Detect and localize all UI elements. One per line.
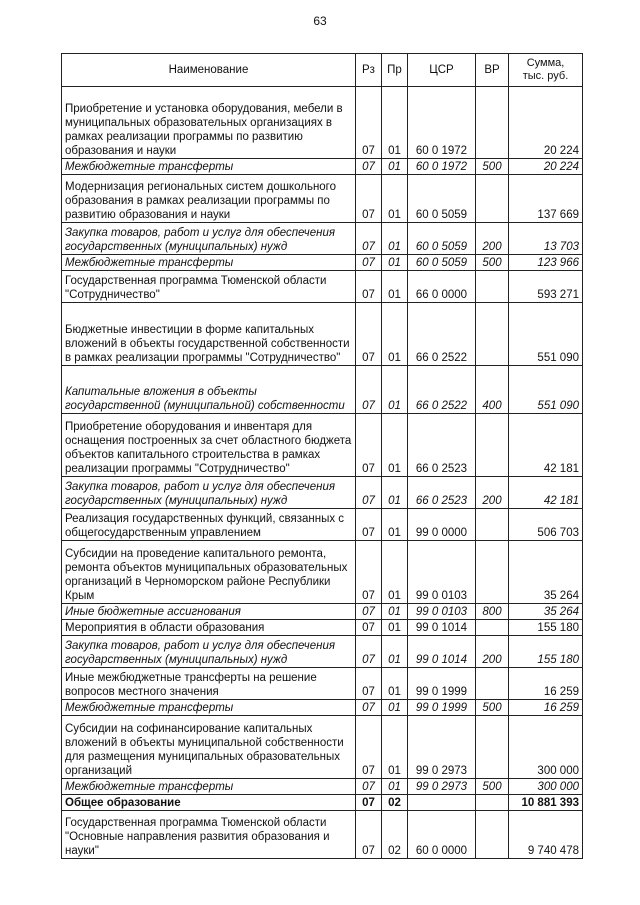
row-sum: 551 090 [509,303,583,366]
row-rz: 07 [356,477,382,509]
row-rz: 07 [356,636,382,668]
table-header-row [62,54,583,87]
row-name: Субсидии на проведение капитального ремонта, ремонта объектов муниципальных образовательных организаций в Черноморском районе Республики Крым [62,541,356,604]
row-vr [476,303,509,366]
row-pr: 01 [382,700,408,716]
row-name: Межбюджетные трансферты [62,700,356,716]
row-vr: 500 [476,255,509,271]
row-name: Бюджетные инвестиции в форме капитальных вложений в объекты государственной собственности в рамках реализации программы "Сотрудничество" [62,303,356,366]
row-rz: 07 [356,779,382,795]
row-pr: 01 [382,716,408,779]
row-name: Капитальные вложения в объекты государственной (муниципальной) собственности [62,366,356,414]
table-row [62,541,583,604]
row-csr: 99 0 0103 [408,541,476,604]
table-row [62,255,583,271]
row-sum: 16 259 [509,700,583,716]
row-vr: 800 [476,604,509,620]
row-name: Реализация государственных функций, связанных с общегосударственным управлением [62,509,356,541]
row-name: Субсидии на софинансирование капитальных вложений в объекты муниципальной собственности для размещения муниципальных образовательных организаций [62,716,356,779]
table-row [62,366,583,414]
row-vr: 500 [476,159,509,175]
row-csr [408,795,476,811]
table-row [62,811,583,859]
row-vr: 200 [476,223,509,255]
row-rz: 07 [356,700,382,716]
row-rz: 07 [356,255,382,271]
row-vr [476,509,509,541]
row-csr: 66 0 2522 [408,303,476,366]
row-vr [476,716,509,779]
row-rz: 07 [356,795,382,811]
row-sum: 300 000 [509,779,583,795]
table-row [62,604,583,620]
row-csr: 66 0 2522 [408,366,476,414]
row-sum: 137 669 [509,175,583,223]
table-row [62,620,583,636]
row-rz: 07 [356,509,382,541]
header-csr: ЦСР [408,54,476,87]
table-row [62,716,583,779]
row-vr: 500 [476,779,509,795]
row-pr: 01 [382,509,408,541]
row-csr: 60 0 5059 [408,175,476,223]
row-pr: 01 [382,223,408,255]
row-name: Межбюджетные трансферты [62,159,356,175]
row-name: Государственная программа Тюменской области "Основные направления развития образования и науки" [62,811,356,859]
budget-table [61,53,583,859]
table-row [62,271,583,303]
row-sum: 155 180 [509,636,583,668]
row-vr: 200 [476,636,509,668]
table-row [62,668,583,700]
row-csr: 66 0 2523 [408,477,476,509]
row-pr: 01 [382,159,408,175]
row-csr: 99 0 2973 [408,716,476,779]
table-row [62,87,583,159]
row-sum: 42 181 [509,414,583,477]
row-name: Межбюджетные трансферты [62,779,356,795]
row-sum: 593 271 [509,271,583,303]
row-vr [476,87,509,159]
row-vr: 400 [476,366,509,414]
row-vr [476,414,509,477]
row-sum: 506 703 [509,509,583,541]
row-rz: 07 [356,159,382,175]
row-pr: 01 [382,414,408,477]
row-sum: 42 181 [509,477,583,509]
header-name: Наименование [62,54,356,87]
row-sum: 35 264 [509,604,583,620]
row-rz: 07 [356,175,382,223]
header-sum-line1: Сумма, [526,57,565,69]
row-pr: 01 [382,604,408,620]
row-csr: 66 0 0000 [408,271,476,303]
table-row [62,159,583,175]
row-csr: 60 0 5059 [408,223,476,255]
row-name: Общее образование [62,795,356,811]
row-sum: 300 000 [509,716,583,779]
header-rz: Рз [356,54,382,87]
table-row [62,223,583,255]
row-rz: 07 [356,87,382,159]
row-sum: 9 740 478 [509,811,583,859]
header-sum [509,54,583,87]
row-rz: 07 [356,604,382,620]
row-pr: 01 [382,668,408,700]
row-sum: 35 264 [509,541,583,604]
header-vr: ВР [476,54,509,87]
header-sum-line2: тыс. руб. [522,70,569,82]
row-name: Закупка товаров, работ и услуг для обеспечения государственных (муниципальных) нужд [62,636,356,668]
table-row [62,636,583,668]
row-csr: 99 0 1999 [408,668,476,700]
table-row [62,175,583,223]
table-row [62,477,583,509]
row-pr: 01 [382,477,408,509]
table-row [62,795,583,811]
row-rz: 07 [356,541,382,604]
row-vr [476,620,509,636]
row-pr: 01 [382,87,408,159]
row-rz: 07 [356,668,382,700]
row-name: Приобретение и установка оборудования, мебели в муниципальных образовательных организациях в рамках реализации программы по развитию образования и науки [62,87,356,159]
table-row [62,509,583,541]
row-vr [476,541,509,604]
row-pr: 01 [382,303,408,366]
row-name: Межбюджетные трансферты [62,255,356,271]
row-csr: 99 0 0103 [408,604,476,620]
row-rz: 07 [356,223,382,255]
row-name: Приобретение оборудования и инвентаря для оснащения построенных за счет областного бюджета объектов капитального строительства в рамках реализации программы "Сотрудничество" [62,414,356,477]
row-pr: 01 [382,620,408,636]
row-name: Модернизация региональных систем дошкольного образования в рамках реализации программы по развитию образования и науки [62,175,356,223]
row-sum: 155 180 [509,620,583,636]
row-sum: 13 703 [509,223,583,255]
table-row [62,414,583,477]
row-name: Закупка товаров, работ и услуг для обеспечения государственных (муниципальных) нужд [62,223,356,255]
row-name: Закупка товаров, работ и услуг для обеспечения государственных (муниципальных) нужд [62,477,356,509]
row-sum: 20 224 [509,87,583,159]
row-pr: 01 [382,366,408,414]
row-pr: 02 [382,811,408,859]
row-vr [476,271,509,303]
row-vr [476,175,509,223]
row-csr: 60 0 1972 [408,159,476,175]
page-number: 63 [313,14,327,28]
row-vr: 200 [476,477,509,509]
row-rz: 07 [356,620,382,636]
row-pr: 01 [382,255,408,271]
row-vr [476,811,509,859]
row-csr: 99 0 0000 [408,509,476,541]
row-sum: 16 259 [509,668,583,700]
row-pr: 01 [382,779,408,795]
row-sum: 551 090 [509,366,583,414]
row-sum: 20 224 [509,159,583,175]
row-pr: 01 [382,175,408,223]
row-sum: 10 881 393 [509,795,583,811]
row-csr: 99 0 2973 [408,779,476,795]
row-csr: 60 0 0000 [408,811,476,859]
row-rz: 07 [356,366,382,414]
row-rz: 07 [356,271,382,303]
row-pr: 01 [382,636,408,668]
row-pr: 01 [382,271,408,303]
table-row [62,779,583,795]
row-rz: 07 [356,811,382,859]
row-name: Государственная программа Тюменской области "Сотрудничество" [62,271,356,303]
row-vr [476,795,509,811]
row-pr: 02 [382,795,408,811]
row-vr [476,668,509,700]
row-sum: 123 966 [509,255,583,271]
row-name: Иные межбюджетные трансферты на решение вопросов местного значения [62,668,356,700]
row-rz: 07 [356,414,382,477]
row-csr: 60 0 1972 [408,87,476,159]
row-name: Иные бюджетные ассигнования [62,604,356,620]
table-row [62,303,583,366]
row-rz: 07 [356,303,382,366]
row-name: Мероприятия в области образования [62,620,356,636]
table-row [62,700,583,716]
row-pr: 01 [382,541,408,604]
row-csr: 66 0 2523 [408,414,476,477]
header-pr: Пр [382,54,408,87]
row-vr: 500 [476,700,509,716]
row-csr: 99 0 1014 [408,620,476,636]
row-csr: 99 0 1014 [408,636,476,668]
row-csr: 60 0 5059 [408,255,476,271]
row-csr: 99 0 1999 [408,700,476,716]
row-rz: 07 [356,716,382,779]
